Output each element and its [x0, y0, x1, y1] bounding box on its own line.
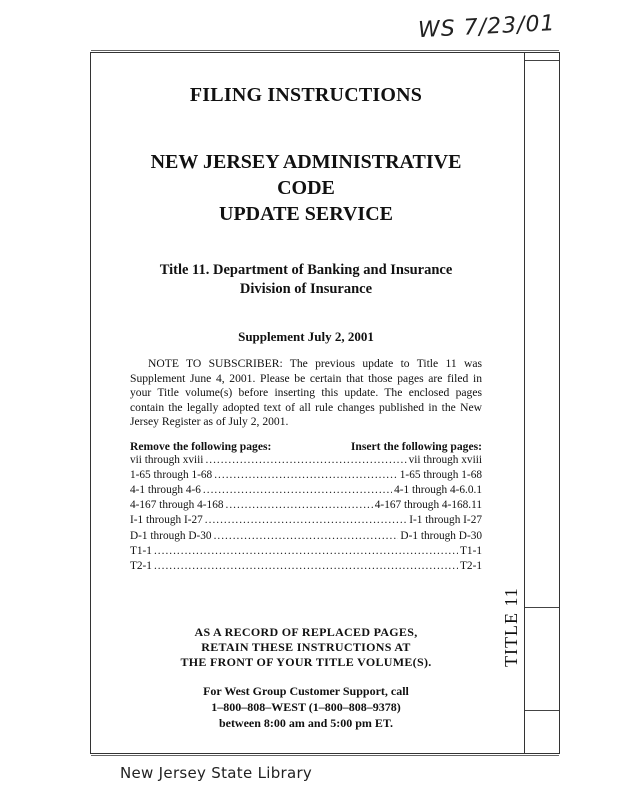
- library-stamp: New Jersey State Library: [120, 764, 313, 782]
- insert-cell: D-1 through D-30: [400, 529, 482, 542]
- table-row: [130, 468, 482, 483]
- table-row: [130, 529, 482, 544]
- remove-cell: I-1 through I-27: [130, 514, 203, 527]
- remove-cell: 1-65 through 1-68: [130, 468, 213, 481]
- table-row: [130, 559, 482, 574]
- table-row: [130, 453, 482, 468]
- table-row: [130, 544, 482, 559]
- spine-rule-upper: [525, 607, 559, 608]
- record-notice: [130, 625, 482, 670]
- document-title: FILING INSTRUCTIONS: [189, 84, 423, 106]
- table-row: [130, 483, 482, 498]
- remove-cell: 4-1 through 4-6: [130, 483, 201, 496]
- spine-rule-top: [525, 60, 559, 61]
- code-title: [130, 149, 482, 227]
- customer-support-notice: [130, 683, 482, 731]
- insert-cell: 4-167 through 4-168.11: [374, 499, 482, 512]
- agency-line2: Division of Insurance: [239, 281, 373, 297]
- leader-dots: [226, 498, 373, 513]
- supplement-date: Supplement July 2, 2001: [238, 329, 374, 344]
- remove-cell: D-1 through D-30: [130, 529, 212, 542]
- leader-dots: [205, 453, 406, 468]
- agency-line1: Title 11. Department of Banking and Insurance: [159, 262, 453, 278]
- leader-dots: [203, 483, 392, 498]
- subscriber-note: NOTE TO SUBSCRIBER: The previous update to Title 11 was Supplement June 4, 2001. Please be certain that those pages are filed in your Title volume(s) before inserting this update. The enclosed pages contain the legally adopted text of all rule changes published in the New Jersey Register as of July 2, 2001.: [130, 357, 482, 428]
- leader-dots: [214, 529, 399, 544]
- table-row: [130, 498, 482, 513]
- leader-dots: [205, 513, 407, 528]
- pages-table: [130, 453, 482, 575]
- handwritten-initials-date: WS 7/23/01: [417, 11, 557, 44]
- record-line1: AS A RECORD OF REPLACED PAGES,: [194, 625, 418, 639]
- table-row: [130, 513, 482, 528]
- code-title-line2: UPDATE SERVICE: [219, 203, 393, 225]
- leader-dots: [214, 468, 398, 483]
- remove-pages-heading: Remove the following pages:: [130, 439, 272, 453]
- spine-tab: [524, 52, 559, 754]
- remove-cell: T1-1: [130, 544, 152, 557]
- insert-cell: 1-65 through 1-68: [399, 468, 482, 481]
- record-line2: RETAIN THESE INSTRUCTIONS AT: [201, 640, 411, 654]
- agency-heading: [130, 261, 482, 299]
- document-body: [130, 84, 482, 574]
- leader-dots: [154, 559, 458, 574]
- insert-cell: 4-1 through 4-6.0.1: [394, 483, 482, 496]
- insert-cell: vii through xviii: [408, 453, 482, 466]
- remove-cell: T2-1: [130, 559, 152, 572]
- insert-cell: T1-1: [460, 544, 482, 557]
- remove-cell: 4-167 through 4-168: [130, 499, 224, 512]
- support-line1: For West Group Customer Support, call: [203, 684, 409, 698]
- insert-cell: I-1 through I-27: [409, 514, 482, 527]
- support-hours: between 8:00 am and 5:00 pm ET.: [218, 716, 394, 730]
- spine-rule-lower: [525, 710, 559, 711]
- remove-cell: vii through xviii: [130, 453, 204, 466]
- leader-dots: [154, 544, 458, 559]
- spine-title-label: TITLE 11: [501, 587, 521, 667]
- record-line3: THE FRONT OF YOUR TITLE VOLUME(S).: [180, 655, 432, 669]
- pages-table-header: [130, 440, 482, 453]
- support-phone: 1–800–808–WEST (1–800–808–9378): [211, 700, 401, 714]
- insert-pages-heading: Insert the following pages:: [350, 439, 482, 453]
- code-title-line1: NEW JERSEY ADMINISTRATIVE CODE: [150, 151, 462, 199]
- insert-cell: T2-1: [460, 559, 482, 572]
